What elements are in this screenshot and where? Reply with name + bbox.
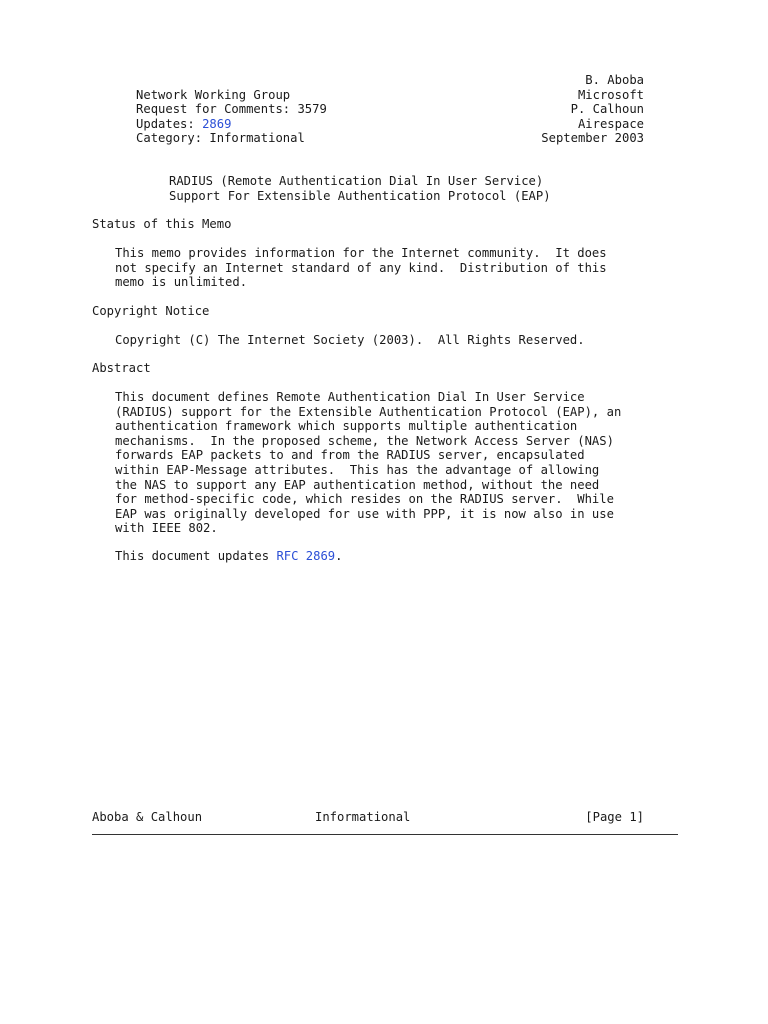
working-group: Network Working Group — [136, 87, 291, 102]
status-line: not specify an Internet standard of any kind. Distribution of this — [115, 260, 607, 275]
page-footer — [92, 810, 644, 825]
author-2: P. Calhoun — [570, 102, 644, 117]
footer-authors: Aboba & Calhoun — [92, 810, 203, 824]
copyright-heading: Copyright Notice — [92, 304, 210, 318]
abstract-line: (RADIUS) support for the Extensible Authentication Protocol (EAP), an — [115, 404, 622, 419]
abstract-heading: Abstract — [92, 361, 151, 375]
category: Category: Informational — [136, 131, 305, 146]
status-heading: Status of this Memo — [92, 217, 232, 231]
updates-suffix: . — [335, 549, 343, 563]
abstract-line: within EAP-Message attributes. This has the advantage of allowing — [115, 462, 600, 477]
abstract-line: the NAS to support any EAP authentication method, without the need — [115, 477, 600, 492]
abstract-line: forwards EAP packets to and from the RADIUS server, encapsulated — [115, 448, 585, 463]
status-line: This memo provides information for the Internet community. It does — [115, 246, 607, 260]
rfc-header — [92, 73, 644, 146]
updates-label: Updates: — [136, 116, 203, 131]
footer-page-number: [Page 1] — [585, 810, 644, 824]
rfc-2869-link[interactable]: RFC 2869 — [276, 549, 336, 563]
abstract-line: with IEEE 802. — [115, 521, 218, 536]
status-line: memo is unlimited. — [115, 275, 248, 290]
updates-rfc-link[interactable]: 2869 — [202, 116, 232, 131]
abstract-body — [92, 390, 644, 536]
copyright-text: Copyright (C) The Internet Society (2003). All Rights Reserved. — [115, 333, 585, 347]
publication-date: September 2003 — [541, 131, 644, 146]
title-line-2: Support For Extensible Authentication Protocol (EAP) — [169, 188, 551, 203]
updates-statement — [92, 549, 644, 564]
title-line-1: RADIUS (Remote Authentication Dial In User Service) — [169, 174, 544, 188]
copyright-body — [92, 333, 644, 348]
abstract-line: for method-specific code, which resides on the RADIUS server. While — [115, 492, 614, 507]
abstract-line: authentication framework which supports multiple authentication — [115, 419, 578, 434]
abstract-line: This document defines Remote Authentication Dial In User Service — [115, 390, 585, 404]
updates-prefix: This document updates — [115, 549, 277, 563]
document-title — [92, 174, 644, 203]
abstract-line: mechanisms. In the proposed scheme, the Network Access Server (NAS) — [115, 433, 614, 448]
organization-2: Airespace — [577, 116, 644, 131]
abstract-line: EAP was originally developed for use with PPP, it is now also in use — [115, 506, 614, 521]
author-1: B. Aboba — [585, 73, 644, 87]
rfc-number: Request for Comments: 3579 — [136, 102, 327, 117]
status-body — [92, 246, 644, 290]
organization-1: Microsoft — [577, 87, 644, 102]
footer-divider — [92, 834, 678, 835]
footer-category: Informational — [315, 810, 411, 824]
